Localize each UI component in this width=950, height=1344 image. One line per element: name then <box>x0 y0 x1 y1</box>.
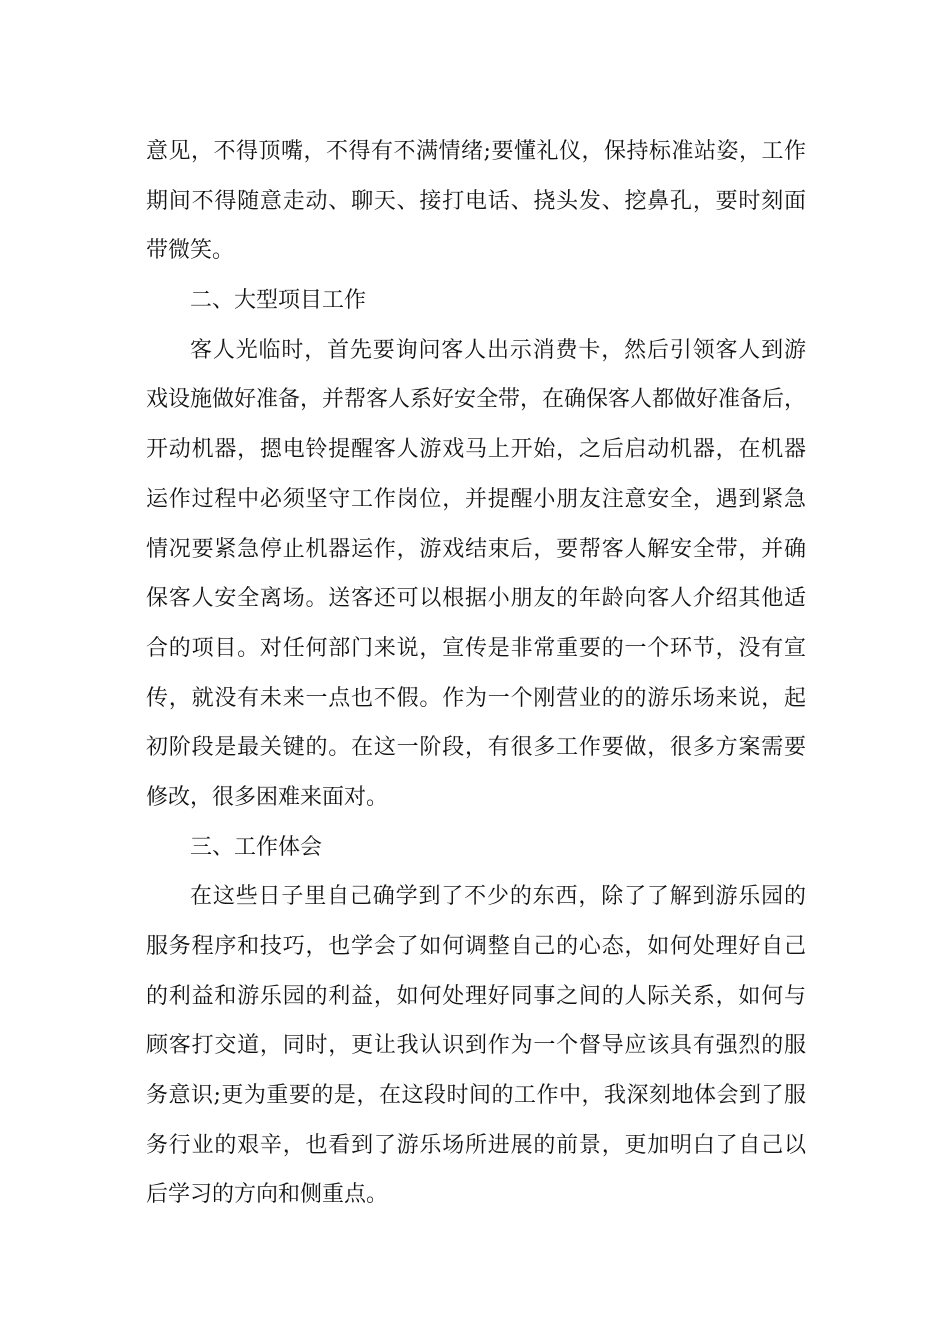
text-line: 情况要紧急停止机器运作，游戏结束后，要帮客人解安全带，并确 <box>146 536 806 562</box>
text-line: 客人光临时，首先要询问客人出示消费卡，然后引领客人到游 <box>190 337 806 363</box>
text-line: 务意识;更为重要的是，在这段时间的工作中，我深刻地体会到了服 <box>146 1083 806 1109</box>
text-line: 后学习的方向和侧重点。 <box>146 1182 389 1208</box>
text-line: 戏设施做好准备，并帮客人系好安全带，在确保客人都做好准备后， <box>146 387 807 413</box>
text-line: 在这些日子里自己确学到了不少的东西，除了了解到游乐园的 <box>190 884 806 910</box>
text-line: 务行业的艰辛，也看到了游乐场所进展的前景，更加明白了自己以 <box>146 1132 806 1158</box>
text-line: 顾客打交道，同时，更让我认识到作为一个督导应该具有强烈的服 <box>146 1033 806 1059</box>
text-line: 带微笑。 <box>146 238 235 264</box>
text-line: 开动机器，摁电铃提醒客人游戏马上开始，之后启动机器，在机器 <box>146 437 806 463</box>
document-body <box>146 127 806 1220</box>
text-line: 运作过程中必须坚守工作岗位，并提醒小朋友注意安全，遇到紧急 <box>146 486 806 512</box>
text-line: 传，就没有未来一点也不假。作为一个刚营业的的游乐场来说，起 <box>146 685 806 711</box>
text-line: 合的项目。对任何部门来说，宣传是非常重要的一个环节，没有宣 <box>146 635 806 661</box>
text-line: 的利益和游乐园的利益，如何处理好同事之间的人际关系，如何与 <box>146 983 806 1009</box>
text-line: 修改，很多困难来面对。 <box>146 784 389 810</box>
text-line: 二、大型项目工作 <box>190 288 367 314</box>
text-line: 期间不得随意走动、聊天、接打电话、挠头发、挖鼻孔，要时刻面 <box>146 188 806 214</box>
text-line: 保客人安全离场。送客还可以根据小朋友的年龄向客人介绍其他适 <box>146 586 806 612</box>
text-line: 初阶段是最关键的。在这一阶段，有很多工作要做，很多方案需要 <box>146 735 806 761</box>
text-line: 意见，不得顶嘴，不得有不满情绪;要懂礼仪，保持标准站姿，工作 <box>146 139 806 164</box>
text-line: 服务程序和技巧，也学会了如何调整自己的心态，如何处理好自己 <box>146 934 806 959</box>
text-line: 三、工作体会 <box>190 834 323 860</box>
